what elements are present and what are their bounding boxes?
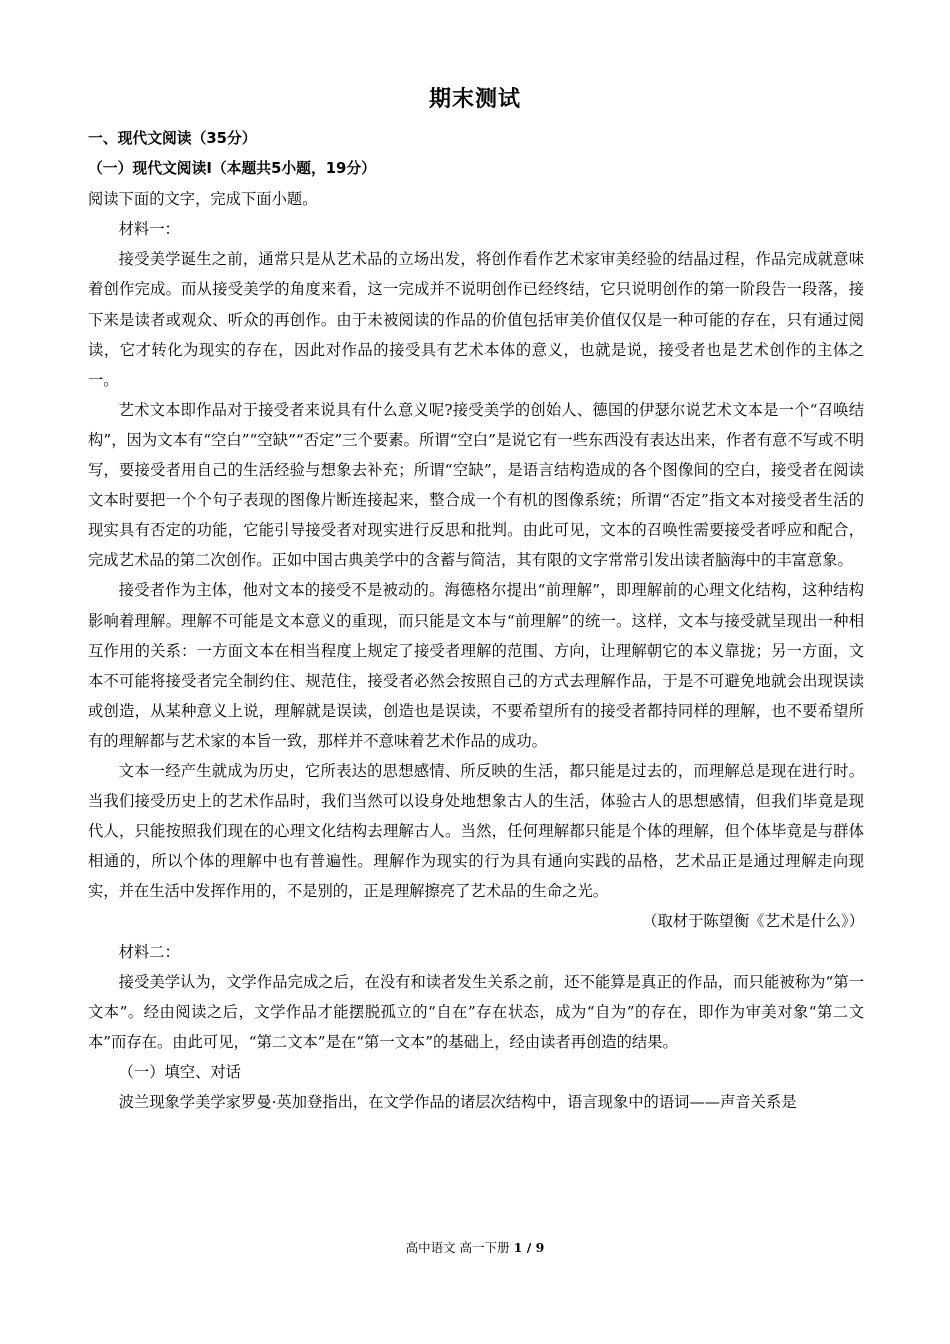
subsection-heading: （一）现代文阅读I（本题共5小题，19分）	[88, 160, 376, 178]
material-one-paragraph: 艺术文本即作品对于接受者来说具有什么意义呢?接受美学的创始人、德国的伊瑟尔说艺术文本是一个“召唤结构”，因为文本有“空白”“空缺”“否定”三个要素。所谓“空白”是说它有一些东西没有表达出来，作者有意不写或不明写，要接受者用自己的生活经验与想象去补充；所谓“空缺”，是语言结构造成的各个图像间的空白，接受者在阅读文本时要把一个个句子表现的图像片断连接起来，整合成一个有机的图像系统；所谓“否定”指文本对接受者生活的现实具有否定的功能，它能引导接受者对现实进行反思和批判。由此可见，文本的召唤性需要接受者呼应和配合，完成艺术品的第二次创作。正如中国古典美学中的含蓄与简洁，其有限的文字常常引发出读者脑海中的丰富意象。	[88, 400, 864, 570]
material-two-paragraph: 接受美学认为，文学作品完成之后，在没有和读者发生关系之前，还不能算是真正的作品，而只能被称为“第一文本”。经由阅读之后，文学作品才能摆脱孤立的“自在”存在状态，成为“自为”的存在，即作为审美对象“第二文本”而存在。由此可见，“第二文本”是在“第一文本”的基础上，经由读者再创造的结果。	[88, 972, 864, 1051]
material-one-paragraph: 接受美学诞生之前，通常只是从艺术品的立场出发，将创作看作艺术家审美经验的结晶过程，作品完成就意味着创作完成。而从接受美学的角度来看，这一完成并不说明创作已经终结，它只说明创作的第一阶段告一段落，接下来是读者或观众、听众的再创作。由于未被阅读的作品的价值包括审美价值仅仅是一种可能的存在，只有通过阅读，它才转化为现实的存在，因此对作品的接受具有艺术本体的意义，也就是说，接受者也是艺术创作的主体之一。	[88, 250, 864, 389]
instruction-text: 阅读下面的文字，完成下面小题。	[88, 190, 318, 209]
material-two-partial-paragraph: 波兰现象学美学家罗曼·英加登指出，在文学作品的诸层次结构中，语言现象中的语词——声音关系是	[118, 1093, 797, 1111]
material-one-paragraph: 接受者作为主体，他对文本的接受不是被动的。海德格尔提出“前理解”，即理解前的心理文化结构，这种结构影响着理解。理解不可能是文本意义的重现，而只能是文本与“前理解”的统一。这样，文本与接受就呈现出一种相互作用的关系：一方面文本在相当程度上规定了接受者理解的范围、方向，让理解朝它的本义靠拢；另一方面，文本不可能将接受者完全制约住、规范住，接受者必然会按照自己的方式去理解作品，于是不可避免地就会出现误读或创造，从某种意义上说，理解就是误读，创造也是误读，不要希望所有的接受者都持同样的理解，也不要希望所有的理解都与艺术家的本旨一致，那样并不意味着艺术作品的成功。	[88, 581, 864, 750]
page-title: 期末测试	[428, 87, 521, 112]
page-number: 1 / 9	[513, 1240, 545, 1255]
material-one-source: （取材于陈望衡《艺术是什么》）	[642, 912, 864, 931]
document-body	[88, 124, 864, 1117]
material-two-label: 材料二：	[118, 942, 180, 961]
section-heading: 一、现代文阅读（35分）	[88, 130, 257, 147]
page-footer	[0, 1238, 950, 1256]
footer-text: 高中语文 高一下册	[405, 1240, 510, 1255]
material-one-paragraph: 文本一经产生就成为历史，它所表达的思想感情、所反映的生活，都只能是过去的，而理解总是现在进行时。当我们接受历史上的艺术作品时，我们当然可以设身处地想象古人的生活，体验古人的思想感情，但我们毕竟是现代人，只能按照我们现在的心理文化结构去理解古人。当然，任何理解都只能是个体的理解，但个体毕竟是与群体相通的，所以个体的理解中也有普遍性。理解作为现实的行为具有通向实践的品格，艺术品正是通过理解走向现实，并在生活中发挥作用的，不是别的，正是理解擦亮了艺术品的生命之光。	[88, 761, 864, 901]
material-one-label: 材料一：	[118, 220, 180, 239]
material-two-sub-heading: （一）填空、对话	[118, 1062, 241, 1081]
